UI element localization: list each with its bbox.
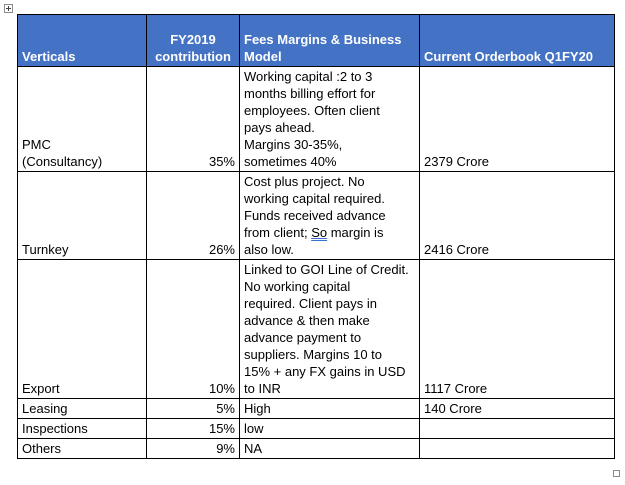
- vertical-label: Others: [22, 441, 62, 456]
- header-orderbook: [420, 15, 615, 67]
- table-row: [18, 260, 615, 399]
- model-line: also low.: [244, 242, 294, 257]
- model-line: Linked to GOI Line of Credit.: [244, 262, 409, 277]
- model-value: NA: [244, 441, 263, 456]
- model-line: employees. Often client: [244, 103, 380, 118]
- model-line: Margins 30-35%,: [244, 137, 343, 152]
- model-cell[interactable]: [240, 399, 420, 419]
- model-cell[interactable]: [240, 439, 420, 459]
- orderbook-cell[interactable]: [420, 399, 615, 419]
- contribution-value: 15%: [208, 421, 235, 436]
- orderbook-cell[interactable]: [420, 260, 615, 399]
- table-move-handle-icon[interactable]: [4, 4, 13, 13]
- contribution-cell[interactable]: [147, 67, 240, 172]
- contribution-cell[interactable]: [147, 260, 240, 399]
- model-line: No working capital: [244, 279, 351, 294]
- orderbook-cell[interactable]: [420, 172, 615, 260]
- model-value: High: [244, 401, 271, 416]
- verticals-table: [17, 14, 615, 459]
- header-fees-line2: Model: [244, 49, 282, 64]
- orderbook-cell[interactable]: [420, 439, 615, 459]
- header-orderbook-label: Current Orderbook Q1FY20: [424, 49, 594, 64]
- contribution-value: 9%: [216, 441, 235, 456]
- model-line: advance & then make: [244, 313, 370, 328]
- model-line: pays ahead.: [244, 120, 315, 135]
- header-row: [18, 15, 615, 67]
- table-row: [18, 67, 615, 172]
- vertical-label: Inspections: [22, 421, 88, 436]
- vertical-cell[interactable]: [18, 399, 147, 419]
- model-line: suppliers. Margins 10 to: [244, 347, 383, 362]
- contribution-cell[interactable]: [147, 172, 240, 260]
- contribution-cell[interactable]: [147, 399, 240, 419]
- orderbook-value: 2379 Crore: [424, 154, 490, 169]
- model-line: Funds received advance: [244, 208, 386, 223]
- table-row: [18, 439, 615, 459]
- orderbook-cell[interactable]: [420, 67, 615, 172]
- model-line: sometimes 40%: [244, 154, 337, 169]
- model-line: to INR: [244, 381, 281, 396]
- model-line: Cost plus project. No: [244, 174, 365, 189]
- contribution-value: 5%: [216, 401, 235, 416]
- vertical-label-line1: PMC: [22, 137, 51, 152]
- header-contribution-line1: FY2019: [170, 32, 216, 47]
- model-cell[interactable]: [240, 172, 420, 260]
- vertical-label: Turnkey: [22, 242, 69, 257]
- model-line: working capital required.: [244, 191, 385, 206]
- table-row: [18, 399, 615, 419]
- model-line-rest: margin is: [327, 225, 384, 240]
- orderbook-value: 2416 Crore: [424, 242, 490, 257]
- contribution-cell[interactable]: [147, 439, 240, 459]
- spellcheck-word[interactable]: So: [311, 225, 328, 240]
- contribution-value: 26%: [208, 242, 235, 257]
- table-row: [18, 419, 615, 439]
- orderbook-cell[interactable]: [420, 419, 615, 439]
- model-line: required. Client pays in: [244, 296, 377, 311]
- vertical-label: Leasing: [22, 401, 68, 416]
- model-cell[interactable]: [240, 67, 420, 172]
- model-value: low: [244, 421, 264, 436]
- model-line: Working capital :2 to 3: [244, 69, 373, 84]
- model-line: months billing effort for: [244, 86, 376, 101]
- vertical-cell[interactable]: [18, 172, 147, 260]
- model-cell[interactable]: [240, 419, 420, 439]
- header-verticals-label: Verticals: [22, 49, 76, 64]
- contribution-value: 35%: [208, 154, 235, 169]
- model-line: from client;: [244, 225, 312, 240]
- header-fees-model: [240, 15, 420, 67]
- model-line: 15% + any FX gains in USD: [244, 364, 406, 379]
- vertical-label: Export: [22, 381, 60, 396]
- table-resize-handle-icon[interactable]: [613, 470, 620, 477]
- header-contribution-line2: contribution: [155, 49, 231, 64]
- vertical-cell[interactable]: [18, 260, 147, 399]
- contribution-value: 10%: [208, 381, 235, 396]
- model-line: advance payment to: [244, 330, 362, 345]
- header-verticals: [18, 15, 147, 67]
- model-cell[interactable]: [240, 260, 420, 399]
- contribution-cell[interactable]: [147, 419, 240, 439]
- vertical-cell[interactable]: [18, 439, 147, 459]
- table-row: [18, 172, 615, 260]
- vertical-cell[interactable]: [18, 419, 147, 439]
- vertical-label-line2: (Consultancy): [22, 154, 103, 169]
- header-fees-line1: Fees Margins & Business: [244, 32, 402, 47]
- orderbook-value: 140 Crore: [424, 401, 482, 416]
- header-contribution: [147, 15, 240, 67]
- orderbook-value: 1117 Crore: [424, 381, 488, 396]
- vertical-cell[interactable]: [18, 67, 147, 172]
